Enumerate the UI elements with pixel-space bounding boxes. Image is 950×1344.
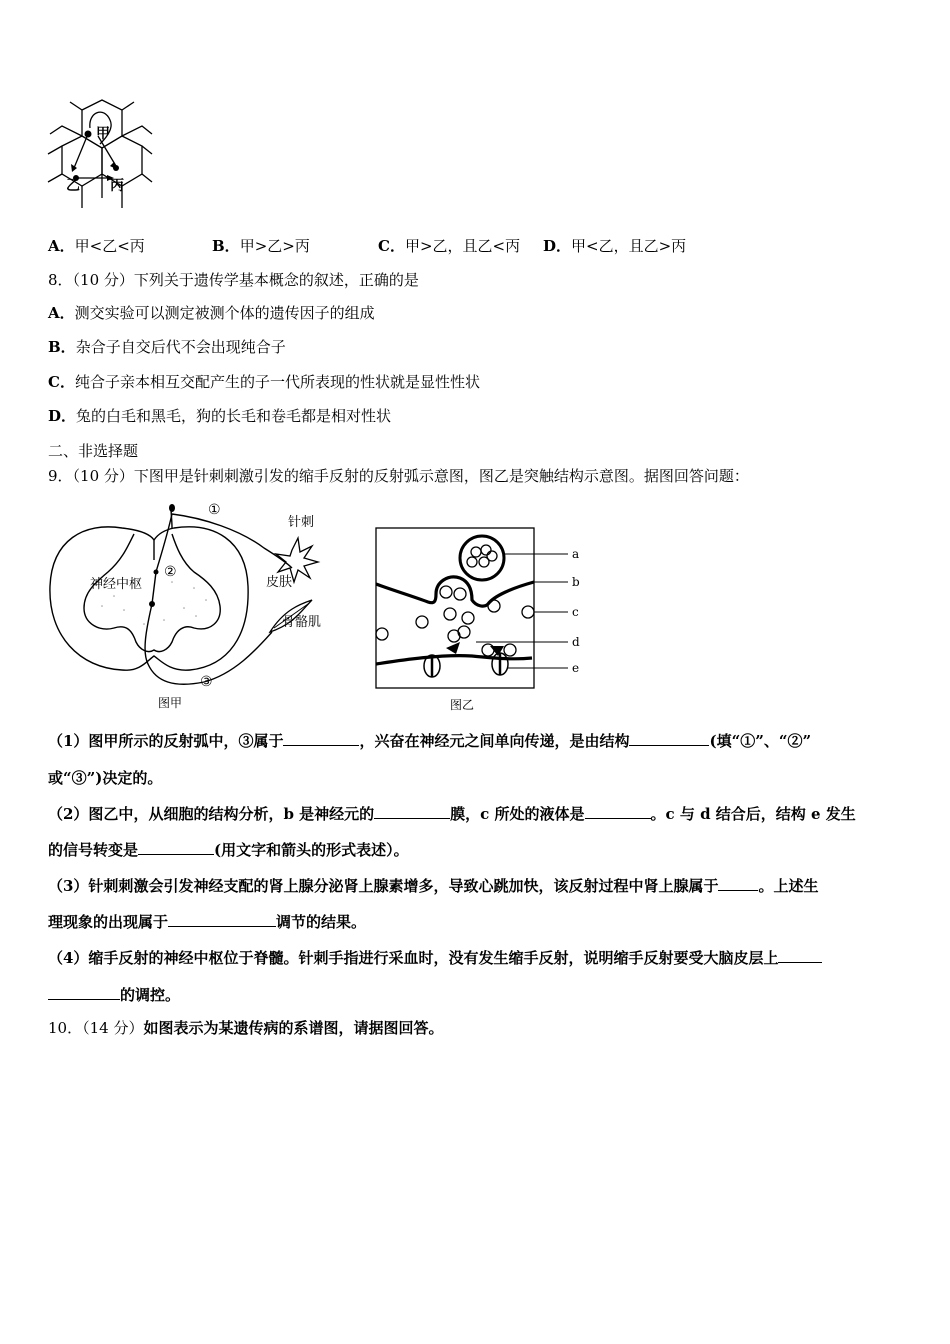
label-muscle: 骨骼肌 bbox=[282, 615, 322, 630]
q8-option-d: D．兔的白毛和黑毛，狗的长毛和卷毛都是相对性状 bbox=[48, 407, 392, 425]
caption-yi: 图乙 bbox=[450, 698, 475, 712]
q9-sub4-line1: （4）缩手反射的神经中枢位于脊髓。针刺手指进行采血时，没有发生缩手反射，说明缩手反射要受大脑皮层上 bbox=[48, 948, 822, 968]
q9-sub2-line1: （2）图乙中，从细胞的结构分析，b 是神经元的 膜，c 所处的液体是 。c 与 d 结合后，结构 e 发生 bbox=[48, 805, 856, 823]
answer-blank[interactable] bbox=[718, 876, 758, 891]
label-n2: ② bbox=[164, 564, 177, 580]
q7-option-a: A．甲<乙<丙 bbox=[48, 237, 145, 255]
label-skin: 皮肤 bbox=[266, 575, 293, 590]
reflex-arc-diagram bbox=[44, 500, 344, 715]
q9-sub1-line1: （1）图甲所示的反射弧中，③属于 ，兴奋在神经元之间单向传递，是由结构 (填“①”、“②” bbox=[48, 732, 812, 750]
q9-sub3-line1: （3）针刺刺激会引发神经支配的肾上腺分泌肾上腺素增多，导致心跳加快，该反射过程中肾上腺属于 。上述生 bbox=[48, 877, 819, 895]
section-heading: 二、非选择题 bbox=[48, 442, 139, 460]
label-bing: 丙 bbox=[110, 178, 124, 194]
q9-stem: 9．（10 分）下图甲是针刺刺激引发的缩手反射的反射弧示意图，图乙是突触结构示意图。据图回答问题： bbox=[48, 467, 749, 485]
q8-option-c: C．纯合子亲本相互交配产生的子一代所表现的性状就是显性性状 bbox=[48, 373, 480, 391]
caption-jia: 图甲 bbox=[158, 696, 183, 710]
label-center: 神经中枢 bbox=[90, 577, 143, 592]
answer-blank[interactable] bbox=[48, 985, 120, 1000]
answer-blank[interactable] bbox=[585, 804, 651, 819]
q8-stem: 8．（10 分）下列关于遗传学基本概念的叙述，正确的是 bbox=[48, 271, 419, 289]
q9-sub1-line2: 或“③”)决定的。 bbox=[48, 769, 163, 787]
synapse-diagram bbox=[372, 524, 587, 716]
label-e: e bbox=[572, 661, 580, 675]
label-c: c bbox=[572, 605, 579, 619]
answer-blank[interactable] bbox=[168, 912, 276, 927]
answer-blank[interactable] bbox=[629, 731, 709, 746]
q8-option-a: A．测交实验可以测定被测个体的遗传因子的组成 bbox=[48, 304, 375, 322]
answer-blank[interactable] bbox=[374, 804, 450, 819]
label-jia: 甲 bbox=[96, 126, 110, 142]
q8-option-b: B．杂合子自交后代不会出现纯合子 bbox=[48, 338, 286, 356]
q9-sub4-line2: 的调控。 bbox=[48, 985, 180, 1005]
label-n3: ③ bbox=[200, 674, 213, 690]
label-n1: ① bbox=[208, 502, 221, 518]
label-a: a bbox=[572, 547, 580, 561]
q9-sub3-line2: 理现象的出现属于 调节的结果。 bbox=[48, 913, 367, 931]
label-needle: 针刺 bbox=[288, 515, 315, 530]
label-d: d bbox=[572, 635, 580, 649]
q7-option-d: D．甲<乙，且乙>丙 bbox=[543, 237, 687, 255]
q7-option-c: C．甲>乙，且乙<丙 bbox=[378, 237, 521, 255]
q10-stem: 10．（14 分）如图表示为某遗传病的系谱图，请据图回答。 bbox=[48, 1019, 444, 1037]
answer-blank[interactable] bbox=[138, 840, 214, 855]
cells-diagram bbox=[44, 98, 154, 210]
label-b: b bbox=[572, 575, 580, 589]
q7-option-b: B．甲>乙>丙 bbox=[212, 237, 310, 255]
answer-blank[interactable] bbox=[283, 731, 359, 746]
q9-sub2-line2: 的信号转变是 (用文字和箭头的形式表述）。 bbox=[48, 841, 409, 859]
answer-blank[interactable] bbox=[778, 948, 822, 963]
label-yi: 乙 bbox=[66, 178, 80, 194]
